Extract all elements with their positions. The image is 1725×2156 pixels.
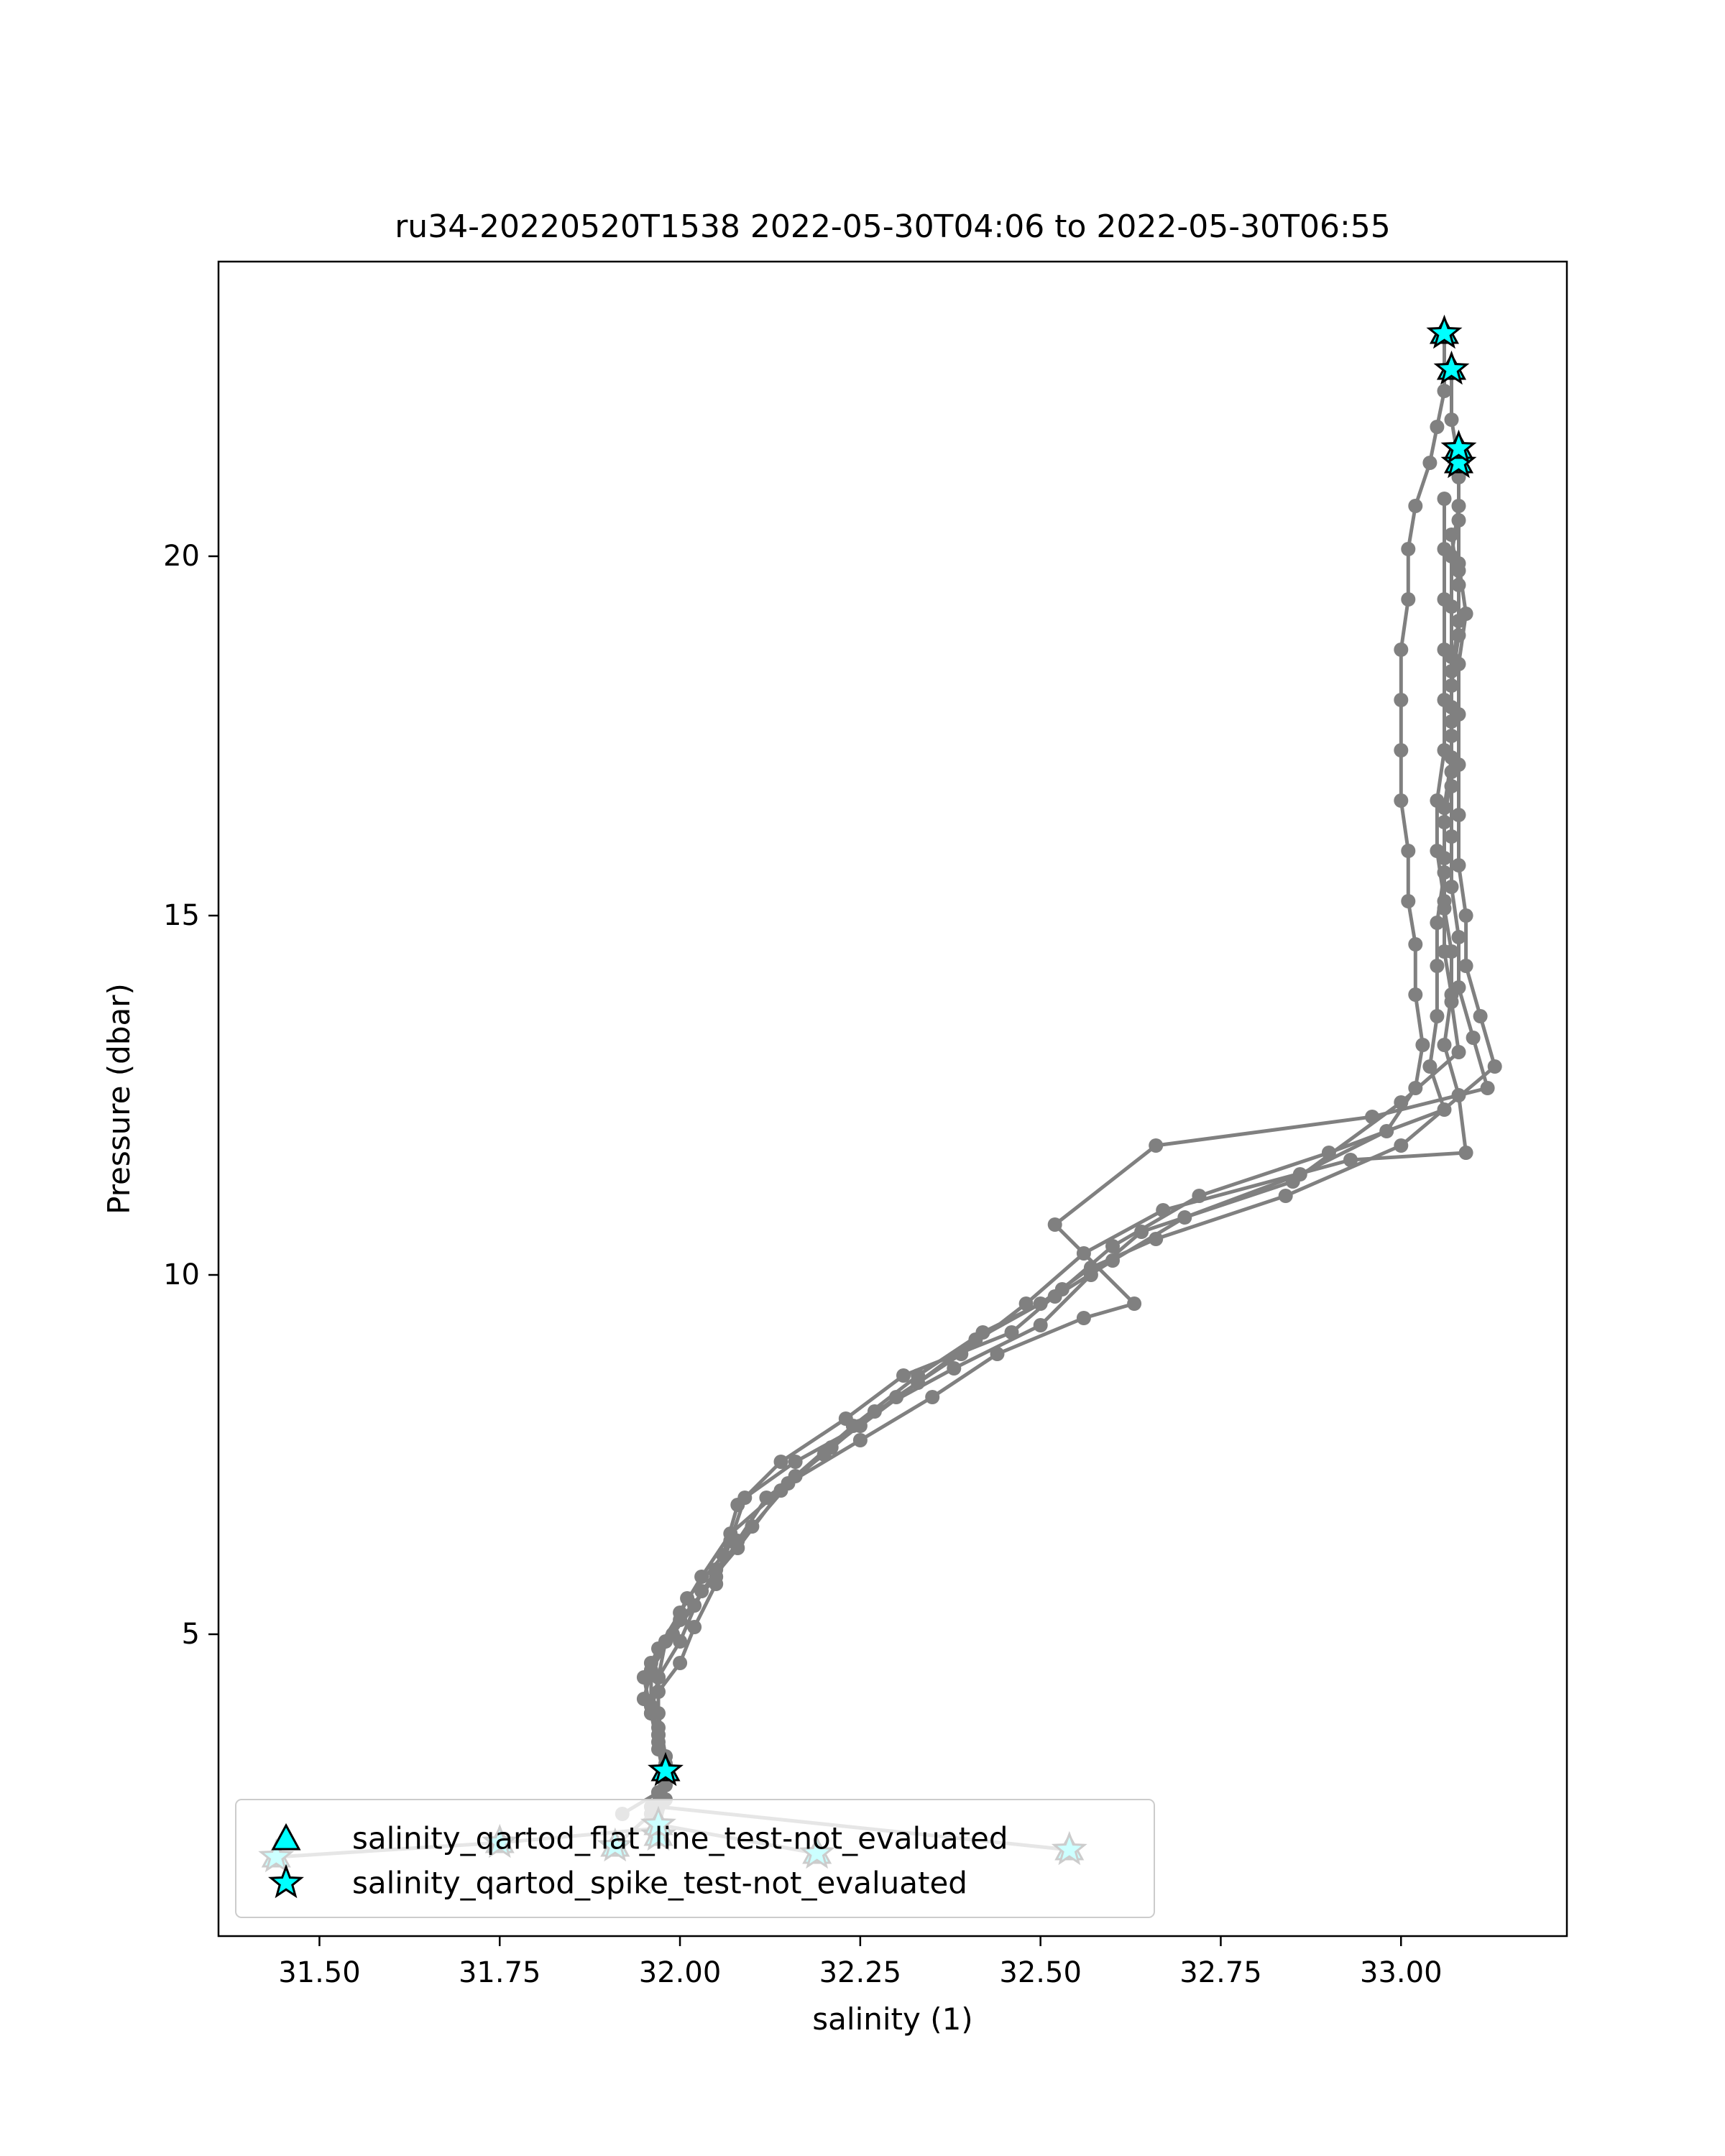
data-point <box>1408 987 1422 1002</box>
x-tick-label: 33.00 <box>1360 1956 1443 1989</box>
data-point <box>1127 1296 1141 1311</box>
x-tick-label: 32.50 <box>999 1956 1082 1989</box>
data-point <box>788 1455 803 1469</box>
data-point <box>839 1411 853 1426</box>
y-tick-label: 20 <box>163 540 200 573</box>
data-point <box>1445 880 1459 894</box>
data-point <box>673 1606 687 1620</box>
data-point <box>1077 1311 1091 1325</box>
data-point <box>968 1332 983 1347</box>
data-point <box>853 1419 868 1433</box>
data-point <box>1394 693 1408 707</box>
data-point <box>1438 492 1452 506</box>
data-point <box>1394 1138 1408 1153</box>
data-point <box>1438 642 1452 657</box>
data-point <box>1452 757 1466 772</box>
data-point <box>709 1577 723 1591</box>
data-point <box>1394 793 1408 808</box>
data-point <box>1279 1189 1293 1203</box>
data-point <box>1459 959 1473 973</box>
data-point <box>673 1656 687 1670</box>
data-point <box>1438 693 1452 707</box>
data-point <box>911 1376 925 1390</box>
legend-label-spike: salinity_qartod_spike_test-not_evaluated <box>352 1865 967 1901</box>
x-tick-label: 31.50 <box>278 1956 361 1989</box>
data-point <box>1430 420 1444 434</box>
data-point <box>1488 1059 1502 1074</box>
data-point <box>1459 1146 1473 1160</box>
data-point <box>1445 729 1459 743</box>
data-point <box>1401 844 1415 858</box>
y-axis-label: Pressure (dbar) <box>101 983 137 1215</box>
data-point <box>1401 542 1415 556</box>
x-tick-label: 32.75 <box>1179 1956 1262 1989</box>
data-point <box>853 1433 868 1447</box>
data-point <box>1452 980 1466 995</box>
x-tick-label: 32.00 <box>638 1956 722 1989</box>
data-point <box>781 1476 796 1491</box>
data-point <box>1445 779 1459 793</box>
data-point <box>1149 1138 1163 1153</box>
data-point <box>737 1491 752 1505</box>
data-point <box>1156 1203 1170 1217</box>
data-point <box>723 1534 737 1548</box>
data-point <box>1394 642 1408 657</box>
data-point <box>687 1620 702 1634</box>
data-point <box>1438 894 1452 908</box>
data-point <box>1322 1146 1336 1160</box>
data-point <box>1445 829 1459 844</box>
data-point <box>1365 1110 1379 1124</box>
data-point <box>1438 1038 1452 1052</box>
data-point <box>1408 937 1422 952</box>
data-point <box>1459 607 1473 621</box>
data-point <box>1048 1217 1062 1232</box>
data-point <box>1438 592 1452 607</box>
data-point <box>1438 815 1452 829</box>
data-point <box>1445 528 1459 542</box>
x-axis-label: salinity (1) <box>812 2001 973 2037</box>
data-point <box>1430 1009 1444 1023</box>
data-point <box>1459 908 1473 923</box>
data-point <box>1034 1318 1048 1332</box>
data-point <box>1452 1045 1466 1059</box>
data-point <box>637 1670 651 1685</box>
x-tick-label: 32.25 <box>819 1956 902 1989</box>
data-point <box>651 1685 666 1699</box>
data-point <box>925 1390 939 1404</box>
data-point <box>1452 707 1466 722</box>
data-point <box>896 1368 911 1383</box>
data-point <box>1438 542 1452 556</box>
data-point <box>1438 743 1452 757</box>
data-point <box>1481 1081 1495 1095</box>
data-point <box>651 1785 666 1800</box>
data-point <box>1034 1296 1048 1311</box>
data-point <box>1445 678 1459 693</box>
data-point <box>1394 743 1408 757</box>
data-point <box>1452 858 1466 872</box>
data-point <box>1452 556 1466 571</box>
data-point <box>1422 1059 1437 1074</box>
data-point <box>1401 894 1415 908</box>
data-point <box>644 1706 658 1720</box>
x-tick-label: 31.75 <box>458 1956 541 1989</box>
legend-label-flat-line: salinity_qartod_flat_line_test-not_evaluated <box>352 1820 1008 1856</box>
y-tick-label: 5 <box>181 1618 200 1651</box>
data-point <box>1452 808 1466 822</box>
data-point <box>1452 657 1466 671</box>
data-point <box>990 1347 1005 1361</box>
data-point <box>694 1570 709 1584</box>
data-point <box>1452 513 1466 528</box>
data-point <box>1438 384 1452 398</box>
data-point <box>1452 930 1466 944</box>
data-point <box>1466 1031 1481 1045</box>
data-point <box>1445 413 1459 427</box>
data-point <box>1401 592 1415 607</box>
y-tick-label: 10 <box>163 1258 200 1291</box>
data-point <box>1430 959 1444 973</box>
data-point <box>1473 1009 1488 1023</box>
data-point <box>1084 1261 1098 1275</box>
y-tick-label: 15 <box>163 899 200 932</box>
data-point <box>1430 844 1444 858</box>
data-point <box>1408 499 1422 513</box>
data-point <box>1415 1038 1430 1052</box>
data-point <box>1005 1325 1019 1340</box>
data-point <box>1422 456 1437 470</box>
data-point <box>651 1720 666 1735</box>
chart-title: ru34-20220520T1538 2022-05-30T04:06 to 2022-05-30T06:55 <box>395 208 1391 245</box>
data-point <box>651 1641 666 1656</box>
data-point <box>1149 1232 1163 1246</box>
data-point <box>1438 944 1452 959</box>
legend <box>236 1800 1154 1917</box>
data-point <box>1430 793 1444 808</box>
data-point <box>1430 916 1444 930</box>
